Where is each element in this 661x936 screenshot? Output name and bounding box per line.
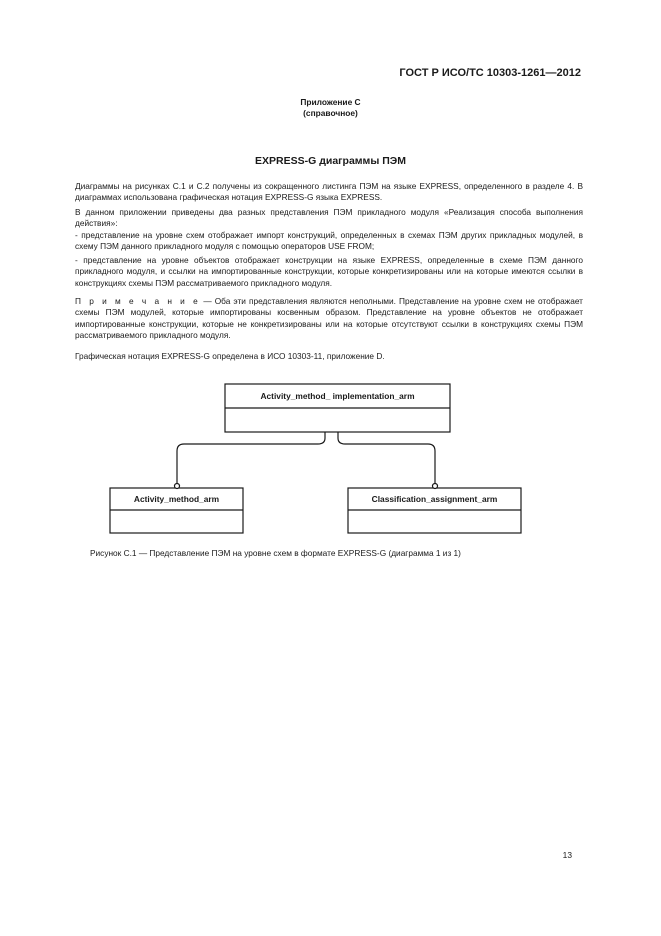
note-text: — Оба эти представления являются неполными. Представление на уровне схем не отображает схемы ПЭМ модулей, которые импортированы косвенным образом. Представление на уровне объектов не отображает импортированные конструкции, которые не конкретизированы или на которые отсутствуют ссылки в конструкциях схемы ПЭМ рассматриваемого прикладного модуля. xyxy=(75,296,583,341)
annex-label: Приложение С xyxy=(300,97,361,107)
left-relation-line xyxy=(177,432,325,484)
left-relation-end-circle xyxy=(175,484,180,489)
figure-caption: Рисунок С.1 — Представление ПЭМ на уровне схем в формате EXPRESS-G (диаграмма 1 из 1) xyxy=(90,548,461,558)
section-title: EXPRESS-G диаграммы ПЭМ xyxy=(255,155,406,167)
top-schema-label: Activity_method_ implementation_arm xyxy=(260,391,415,401)
paragraph-text: Диаграммы на рисунках С.1 и С.2 получены из сокращенного листинга ПЭМ на языке EXPRESS, определенного в разделе 4. В диаграммах использована графическая нотация EXPRESS-G языка EXPRESS. xyxy=(75,181,583,203)
paragraph-text: - представление на уровне объектов отображает конструкции на языке EXPRESS, определенные в схеме ПЭМ данного прикладного модуля, и ссылки на импортированные конструкции, которые конкретизированы или на которые имеются ссылки в конструкциях схемы ПЭМ рассматриваемого прикладного модуля. xyxy=(75,255,583,288)
paragraph-text: В данном приложении приведены два разных представления ПЭМ прикладного модуля «Реализация способа выполнения действия»: xyxy=(75,207,583,229)
note-label: П р и м е ч а н и е xyxy=(75,296,201,306)
left-schema-label: Activity_method_arm xyxy=(133,494,220,504)
right-relation-line xyxy=(338,432,435,484)
paragraph-text: Графическая нотация EXPRESS-G определена в ИСО 10303-11, приложение D. xyxy=(75,351,385,361)
right-schema-label: Classification_assignment_arm xyxy=(371,494,498,504)
annex-type: (справочное) xyxy=(303,108,358,118)
page-number: 13 xyxy=(562,850,572,860)
right-relation-end-circle xyxy=(433,484,438,489)
paragraph-text: - представление на уровне схем отображает импорт конструкций, определенных в схемах ПЭМ других прикладных модулей, в схему ПЭМ данного прикладного модуля с помощью операторов USE FROM; xyxy=(75,230,583,252)
standard-id: ГОСТ Р ИСО/ТС 10303-1261—2012 xyxy=(399,67,581,79)
